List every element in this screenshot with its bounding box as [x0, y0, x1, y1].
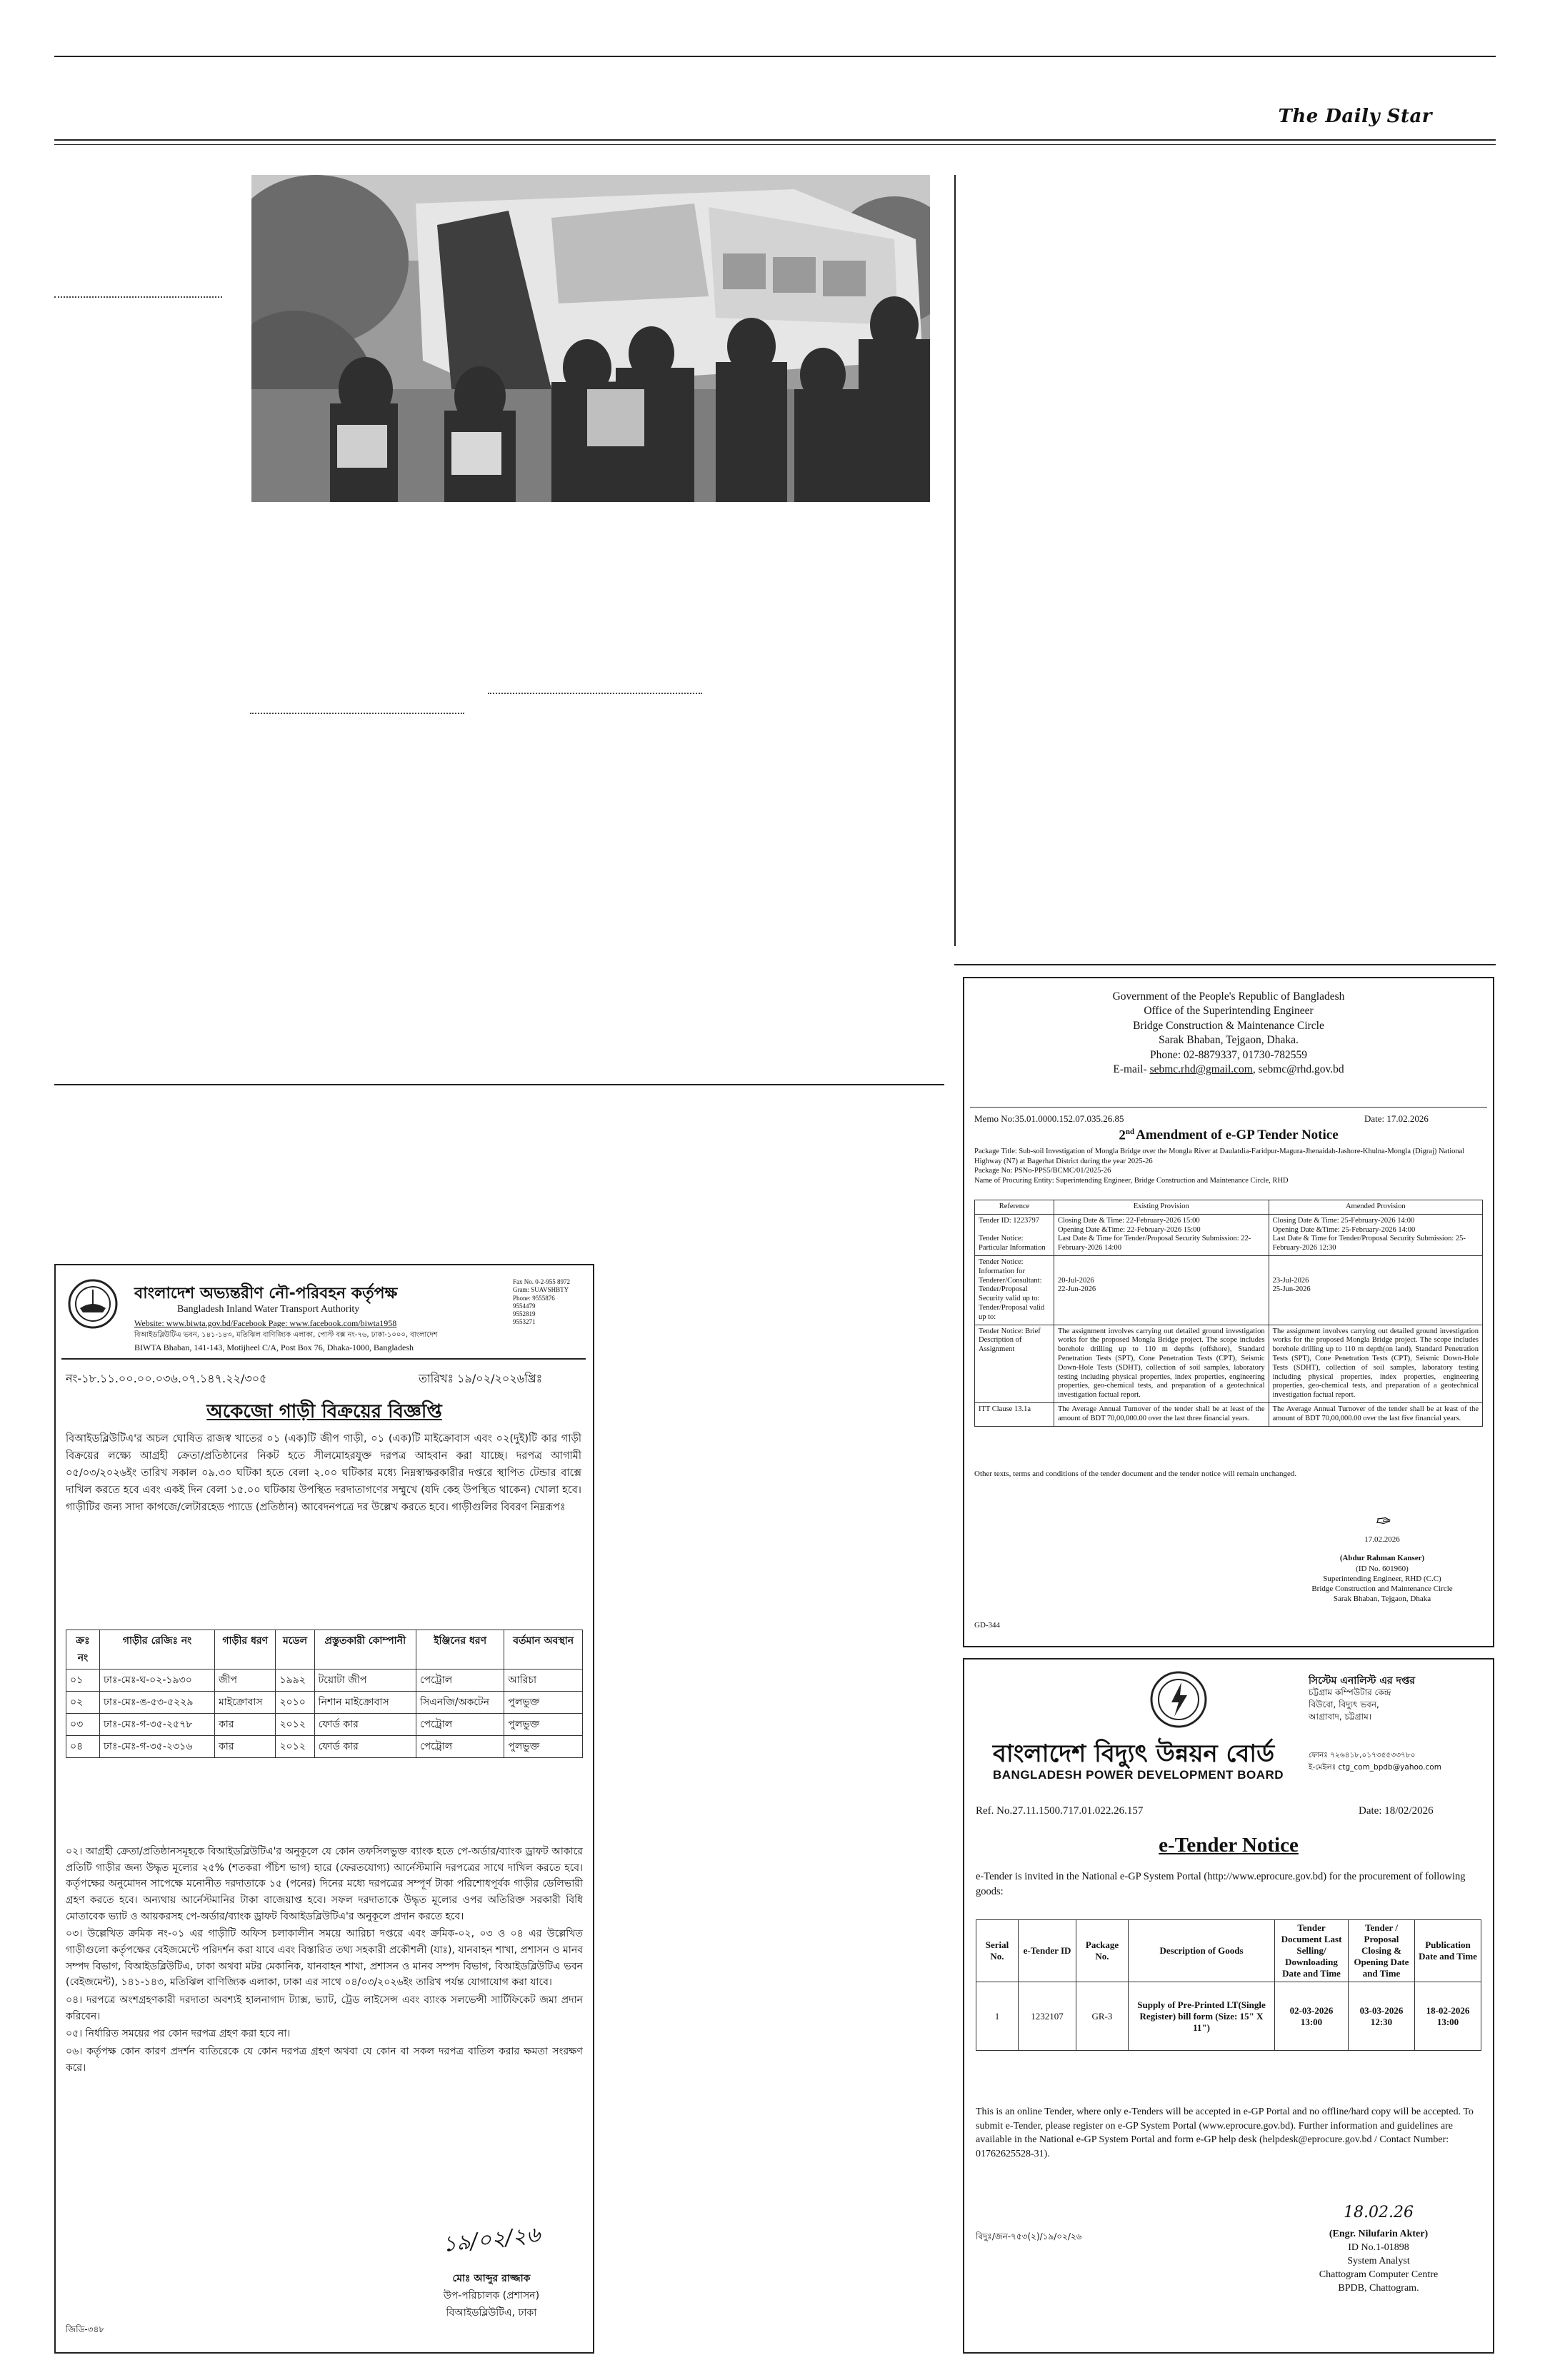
table-cell: 1232107 [1019, 1982, 1076, 2051]
table-cell: মাইক্রোবাস [215, 1692, 276, 1714]
table-cell: The Average Annual Turnover of the tender shall be at least of the amount of BDT 70,00,000.00 over the last three financial years. [1054, 1402, 1269, 1426]
email-link[interactable]: sebmc@rhd.gov.bd [1258, 1063, 1344, 1076]
table-cell: Tender Notice: Information for Tenderer/Consultant: Tender/Proposal Security valid up to: Tender/Proposal valid up to: [975, 1255, 1054, 1325]
bpdb-ref: Ref. No.27.11.1500.717.01.022.26.157 [976, 1805, 1144, 1817]
table-cell: 18-02-2026 13:00 [1415, 1982, 1481, 2051]
table-cell: ১৯৯২ [276, 1669, 314, 1692]
table-header: Serial No. [976, 1920, 1019, 1982]
table-header: প্রস্তুতকারী কোম্পানী [314, 1630, 416, 1669]
table-cell: Closing Date & Time: 22-February-2026 15:00 Opening Date &Time: 22-February-2026 15:00 Last Date & Time for Tender/Proposal Security Submission: 22-February-2026 14:00 [1054, 1214, 1269, 1255]
list-item: ০৬। কর্তৃপক্ষ কোন কারণ প্রদর্শন ব্যতিরেকে যে কোন দরপত্র গ্রহণ অথবা যে কোন বা সকল দরপত্র বাতিল করার ক্ষমতা সংরক্ষণ করে। [66, 2046, 583, 2074]
column-divider [954, 175, 956, 946]
list-item: ০৩। উল্লেখিত ক্রমিক নং-০১ এর গাড়ীটি অফিস চলাকালীন সময়ে আরিচা দপ্তরে এবং ক্রমিক-০২, ০৩ ও ০৪ এর উল্লেখিত গাড়ীগুলো কর্তৃপক্ষের বেইজমেন্টে পরিদর্শন করা যাবে এবং বিস্তারিত তথ্য সহকারী প্রকৌশলী (যাঃ), যানবাহন শাখা, প্রশাসন ও মানব সম্পদ বিভাগ, বিআইডব্লিউটিএ, ঢাকা অথবা মটর মেকানিক, যানবাহন শাখা, প্রশাসন ও মানব সম্পদ বিভাগ, বিআইডব্লিউটিএ ভবন (বেইজমেন্ট), ১৪১-১৪৩, মতিঝিল বাণিজ্যিক এলাকা, ঢাকা এর সাথে ০৪/০৩/২০২৬ইং তারিখ পর্যন্ত যোগাযোগ করা যাবে। [66, 1928, 583, 1989]
table-cell: পেট্রোল [416, 1736, 504, 1758]
office-line: চট্টগ্রাম কম্পিউটার কেন্দ্র [1309, 1687, 1391, 1697]
table-cell: The Average Annual Turnover of the tender shall be at least of the amount of BDT 70,00,000.00 over the last five financial years. [1269, 1402, 1482, 1426]
biwta-date: তারিখঃ ১৯/০২/২০২৬খ্রিঃ [419, 1372, 543, 1385]
table-header-row [66, 1630, 583, 1669]
email-sep: , [1252, 1063, 1259, 1076]
table-header-row [975, 1200, 1483, 1215]
table-header: বর্তমান অবস্থান [504, 1630, 583, 1669]
table-cell: পেট্রোল [416, 1669, 504, 1692]
biwta-website: Website: www.biwta.gov.bd/Facebook Page: www.facebook.com/biwta1958 [134, 1318, 397, 1328]
rhd-footer-note: Other texts, terms and conditions of the tender document and the tender notice will remain unchanged. [974, 1470, 1297, 1478]
biwta-address-en: BIWTA Bhaban, 141-143, Motijheel C/A, Post Box 76, Dhaka-1000, Bangladesh [134, 1342, 414, 1352]
bpdb-office-bn: সিস্টেম এনালিস্ট এর দপ্তর [1309, 1675, 1416, 1687]
table-row [66, 1669, 583, 1692]
table-header: e-Tender ID [1019, 1920, 1076, 1982]
table-cell: পেট্রোল [416, 1714, 504, 1736]
biwta-title-en: Bangladesh Inland Water Transport Authority [177, 1304, 360, 1315]
header-line: Sarak Bhaban, Tejgaon, Dhaka. [1159, 1034, 1299, 1047]
table-row [66, 1714, 583, 1736]
table-cell: 02-03-2026 13:00 [1275, 1982, 1349, 2051]
table-cell: নিশান মাইক্রোবাস [314, 1692, 416, 1714]
table-header-row [976, 1920, 1481, 1982]
ad-code: GD-344 [974, 1621, 1001, 1630]
right-section-rule [954, 964, 1496, 965]
biwta-logo [67, 1278, 119, 1330]
table-cell: ঢাঃ-মেঃ-ঙ-৫৩-৫২২৯ [100, 1692, 215, 1714]
list-item: ০২। আগ্রহী ক্রেতা/প্রতিষ্ঠানসমূহকে বিআইডব্লিউটিএ'র অনুকূলে যে কোন তফসিলভুক্ত ব্যাংক হতে পে-অর্ডার/ব্যাংক ড্রাফট আকারে প্রতিটি গাড়ীর জন্য উদ্ধৃত মূল্যের ২৫% (শতকরা পঁচিশ ভাগ) হারে (ফেরতযোগ্য) আর্নেস্টমানি দরপত্রের সাথে দাখিল করতে হবে। কর্তৃপক্ষের অনুমোদন সাপেক্ষে মনোনীত দরদাতাকে ১৫ (পনের) দিনের মধ্যে দরপত্রের সম্পূর্ণ টাকা পরিশোধপূর্বক গাড়ীর ডেলিভারী গ্রহণ করতে হবে। অন্যথায় আর্নেস্টমানির টাকা বাজেয়াপ্ত হবে। সফল দরদাতাকে উদ্ধৃত মূল্যের ওপর অতিরিক্ত সরকারী বিধি মোতাবেক ভ্যাট ও আয়করসহ পে-অর্ডার/ব্যাংক ড্রাফট বিআইডব্লিউটিএ'র অনুকূলে প্রদান করতে হবে। [66, 1846, 583, 1922]
bpdb-title-bn: বাংলাদেশ বিদ্যুৎ উন্নয়ন বোর্ড [993, 1739, 1275, 1768]
table-cell: কার [215, 1736, 276, 1758]
bpdb-tender-table [976, 1919, 1481, 2051]
sign-date: 17.02.2026 [1364, 1535, 1400, 1544]
table-cell: কার [215, 1714, 276, 1736]
table-cell: ঢাঃ-মেঃ-ঘ-০২-১৯৩০ [100, 1669, 215, 1692]
table-cell: পুলভুক্ত [504, 1692, 583, 1714]
table-row [66, 1736, 583, 1758]
bpdb-signature-block [1271, 2202, 1486, 2295]
table-header: ইঞ্জিনের ধরণ [416, 1630, 504, 1669]
ad-code: বিদুঃ/জন-৭৫৩(২)/১৯/০২/২৬ [976, 2231, 1082, 2241]
rhd-amendment-notice [963, 977, 1494, 1647]
ad-code: জিডি-৩৪৮ [66, 2324, 105, 2334]
rhd-header-rule [970, 1107, 1487, 1108]
bpdb-logo [1149, 1669, 1209, 1729]
table-cell: টয়োটা জীপ [314, 1669, 416, 1692]
rhd-title [964, 1128, 1493, 1143]
signer-addr: BPDB, Chattogram. [1338, 2282, 1419, 2294]
table-header: গাড়ীর ধরণ [215, 1630, 276, 1669]
table-cell: পুলভুক্ত [504, 1714, 583, 1736]
biwta-address-bn: বিআইডব্লিউটিএ ভবন, ১৪১-১৪৩, মতিঝিল বাণিজ্যিক এলাকা, পোস্ট বক্স নং-৭৬, ঢাকা-১০০০, বাংলাদেশ [134, 1331, 438, 1339]
table-row [975, 1214, 1483, 1255]
header-line: Government of the People's Republic of Bangladesh [1112, 990, 1345, 1003]
biwta-contact: Fax No. 0-2-955 8972 Gram: SUAVSHBTY Phone: 9555876 9554479 9552819 9553271 [513, 1278, 570, 1326]
signer-title: System Analyst [1347, 2255, 1410, 2266]
section-rule [54, 1084, 944, 1085]
biwta-vehicle-table [66, 1630, 583, 1758]
table-cell: ০২ [66, 1692, 100, 1714]
header-line: Bridge Construction & Maintenance Circle [1133, 1019, 1324, 1032]
table-cell: ফোর্ড কার [314, 1736, 416, 1758]
table-cell: সিএনজি/অকটেন [416, 1692, 504, 1714]
table-row [975, 1325, 1483, 1402]
rhd-package-info [974, 1147, 1483, 1186]
news-photo-bus-accident [251, 175, 930, 502]
header-line: Office of the Superintending Engineer [1144, 1005, 1314, 1018]
table-cell: ০৩ [66, 1714, 100, 1736]
table-cell: 23-Jul-2026 25-Jun-2026 [1269, 1255, 1482, 1325]
office-line: বিউবো, বিদ্যুৎ ভবন, [1309, 1699, 1379, 1709]
signature: 18.02.26 [1344, 2204, 1414, 2221]
bpdb-etender-notice [963, 1658, 1494, 2354]
table-cell: ঢাঃ-মেঃ-গ-৩৫-২৩১৬ [100, 1736, 215, 1758]
masthead: The Daily Star [1278, 106, 1432, 127]
table-row [66, 1692, 583, 1714]
table-cell: ২০১২ [276, 1714, 314, 1736]
dotted-rule-left [54, 296, 222, 298]
bpdb-intro: e-Tender is invited in the National e-GP System Portal (http://www.eprocure.gov.bd) for the procurement of following goods: [976, 1871, 1466, 1898]
table-cell: 03-03-2026 12:30 [1349, 1982, 1415, 2051]
biwta-points [66, 1844, 583, 2076]
biwta-heading: অকেজো গাড়ী বিক্রয়ের বিজ্ঞপ্তি [206, 1401, 442, 1422]
table-cell: ঢাঃ-মেঃ-গ-৩৫-২৫৭৮ [100, 1714, 215, 1736]
table-header: Tender / Proposal Closing & Opening Date and Time [1349, 1920, 1415, 1982]
rhd-signature-block [1279, 1510, 1486, 1605]
bpdb-title-en: BANGLADESH POWER DEVELOPMENT BOARD [993, 1768, 1284, 1782]
table-cell: The assignment involves carrying out detailed ground investigation works for the proposed Mongla Bridge project. The scope includes borehole drilling up to 110 m depths (offshore), Standard Penetration Tests (SPT), Cone Penetration Tests (CPT), Seismic Down-Hole Tests (SDHT), collection of soil samples, laboratory testing including physical properties, index properties, engineering properties, geo-chemical tests, and preparation of a geotechnical investigation factual report. [1054, 1325, 1269, 1402]
table-cell: ০১ [66, 1669, 100, 1692]
signature-mark: ✑ [1374, 1511, 1390, 1532]
rhd-header [964, 990, 1493, 1078]
table-header: Tender Document Last Selling/ Downloading Date and Time [1275, 1920, 1349, 1982]
package-no: Package No: PSNo-PPS5/BCMC/01/2025-26 [974, 1167, 1111, 1175]
table-cell: Supply of Pre-Printed LT(Single Register) bill form (Size: 15" X 11") [1129, 1982, 1275, 2051]
list-item: ০৫। নির্ধারিত সময়ের পর কোন দরপত্র গ্রহণ করা হবে না। [66, 2028, 291, 2040]
signer-id: ID No.1-01898 [1348, 2241, 1409, 2253]
bpdb-office-lines [1309, 1687, 1391, 1722]
table-header: ক্রঃ নং [66, 1630, 100, 1669]
table-header: Package No. [1076, 1920, 1129, 1982]
signer-addr: Sarak Bhaban, Tejgaon, Dhaka [1333, 1595, 1431, 1604]
table-cell: ITT Clause 13.1a [975, 1402, 1054, 1426]
table-cell: Closing Date & Time: 25-February-2026 14:00 Opening Date &Time: 25-February-2026 14:00 Last Date & Time for Tender/Proposal Security Submission: 25-February-2026 12:30 [1269, 1214, 1482, 1255]
table-cell: জীপ [215, 1669, 276, 1692]
signer-name: (Engr. Nilufarin Akter) [1329, 2229, 1429, 2239]
table-row [975, 1402, 1483, 1426]
header-rule-1 [54, 139, 1496, 141]
rhd-amendment-table [974, 1200, 1483, 1427]
table-header: Description of Goods [1129, 1920, 1275, 1982]
biwta-intro: বিআইডব্লিউটিএ'র অচল ঘোষিত রাজস্ব খাতের ০১ (এক)টি জীপ গাড়ী, ০১ (এক)টি মাইক্রোবাস এবং ০২(দুই)টি কার গাড়ী বিক্রয়ের লক্ষ্যে আগ্রহী ক্রেতা/প্রতিষ্ঠানের নিকট হতে সীলমোহরযুক্ত দরপত্র আহবান করা যাচ্ছে। দরপত্র আগামী ০৫/০৩/২০২৬ইং তারিখ সকাল ০৯.৩০ ঘটিকা হতে বেলা ২.০০ ঘটিকার মধ্যে নিম্নস্বাক্ষরকারীর দপ্তরে স্থাপিত টেন্ডার বাক্সে দাখিল করতে হবে এবং একই দিন বেলা ১৫.০০ ঘটিকায় উপস্থিত দরদাতাগণের সম্মুখে (যদি কেহ উপস্থিত থাকেন) খোলা হবে। গাড়ীটির জন্য সাদা কাগজে/লেটারহেড প্যাডে (প্রতিষ্ঠান) আবেদনপত্রে দর উল্লেখ করতে হবে। গাড়ীগুলির বিবরণ নিম্নরূপঃ [66, 1433, 581, 1513]
table-row [976, 1982, 1481, 2051]
bpdb-contact: ফোনঃ ৭২৬৪১৮,০১৭৩৫৫৩৩৭৮০ ই-মেইলঃ ctg_com_bpdb@yahoo.com [1309, 1751, 1441, 1772]
table-cell: ০৪ [66, 1736, 100, 1758]
procuring-entity: Name of Procuring Entity: Superintending Engineer, Bridge Construction and Maintenance Circle, RHD [974, 1176, 1289, 1185]
table-header: Publication Date and Time [1415, 1920, 1481, 1982]
bpdb-heading: e-Tender Notice [1159, 1834, 1299, 1857]
biwta-signature-block [399, 2222, 584, 2321]
email-label: E-mail- [1113, 1063, 1150, 1076]
signer-org: Bridge Construction and Maintenance Circle [1311, 1585, 1453, 1594]
dotted-rule-mid-2 [250, 713, 464, 714]
biwta-vehicle-sale-notice [54, 1264, 594, 2354]
table-header: গাড়ীর রেজিঃ নং [100, 1630, 215, 1669]
office-line: আগ্রাবাদ, চট্টগ্রাম। [1309, 1711, 1372, 1722]
bpdb-date: Date: 18/02/2026 [1359, 1805, 1434, 1817]
rhd-date: Date: 17.02.2026 [1364, 1113, 1429, 1124]
table-cell: ২০১২ [276, 1736, 314, 1758]
email-link[interactable]: sebmc.rhd@gmail.com [1149, 1063, 1253, 1076]
title-num: 2 [1119, 1128, 1126, 1143]
dotted-rule-mid-1 [488, 693, 702, 694]
table-cell: 20-Jul-2026 22-Jun-2026 [1054, 1255, 1269, 1325]
table-header: Amended Provision [1269, 1200, 1482, 1215]
table-cell: 1 [976, 1982, 1019, 2051]
table-header: Existing Provision [1054, 1200, 1269, 1215]
signature: ১৯/০২/২৬ [441, 2221, 541, 2258]
title-text: Amendment of e-GP Tender Notice [1136, 1128, 1339, 1143]
signer-org: বিআইডব্লিউটিএ, ঢাকা [446, 2307, 537, 2319]
top-rule [54, 56, 1496, 57]
title-sup: nd [1125, 1128, 1135, 1136]
table-cell: আরিচা [504, 1669, 583, 1692]
table-cell: পুলভুক্ত [504, 1736, 583, 1758]
signer-name: (Abdur Rahman Kanser) [1339, 1554, 1425, 1563]
signer-name: মোঃ আব্দুর রাজ্জাক [452, 2273, 531, 2284]
header-rule-2 [54, 144, 1496, 145]
table-cell: The assignment involves carrying out detailed ground investigation works for the proposed Mongla Bridge project. The scope includes borehole drilling up to 110 m depth(on land), Standard Penetration Tests (SPT), Cone Penetration Tests (CPT), Seismic Down-Hole Tests (SDHT), collection of soil samples, laboratory testing including physical properties, index properties, engineering properties, geo-chemical tests, and preparation of a geotechnical investigation factual report. [1269, 1325, 1482, 1402]
email-line [964, 1063, 1493, 1077]
table-cell: ২০১০ [276, 1692, 314, 1714]
biwta-header-rule [61, 1358, 586, 1360]
table-cell: Tender ID: 1223797 Tender Notice: Particular Information [975, 1214, 1054, 1255]
biwta-title-bn: বাংলাদেশ অভ্যন্তরীণ নৌ-পরিবহন কর্তৃপক্ষ [134, 1285, 398, 1302]
signer-title: Superintending Engineer, RHD (C.C) [1323, 1574, 1441, 1583]
table-row [975, 1255, 1483, 1325]
signer-org: Chattogram Computer Centre [1319, 2269, 1439, 2280]
signer-id: (ID No. 601960) [1356, 1564, 1409, 1573]
bpdb-footer: This is an online Tender, where only e-Tenders will be accepted in e-GP Portal and no offline/hard copy will be accepted. To submit e-Tender, please register on e-GP System Portal (www.eprocure.gov.bd). Further information and guidelines are available in the National e-GP System Portal and form e-GP help desk (helpdesk@eprocure.gov.bd / Contact Number: 01762625528-31). [976, 2107, 1474, 2159]
table-header: Reference [975, 1200, 1054, 1215]
table-header: মডেল [276, 1630, 314, 1669]
header-line: Phone: 02-8879337, 01730-782559 [1149, 1048, 1307, 1061]
list-item: ০৪। দরপত্রে অংশগ্রহণকারী দরদাতা অবশ্যই হালনাগাদ ট্যাক্স, ভ্যাট, ট্রেড লাইসেন্স এবং ব্যাংক সলভেন্সী সার্টিফিকেট জমা প্রদান করিবেন। [66, 1994, 583, 2022]
rhd-memo: Memo No:35.01.0000.152.07.035.26.85 [974, 1113, 1124, 1124]
table-cell: ফোর্ড কার [314, 1714, 416, 1736]
table-cell: Tender Notice: Brief Description of Assignment [975, 1325, 1054, 1402]
signer-title: উপ-পরিচালক (প্রশাসন) [443, 2290, 540, 2301]
package-title: Package Title: Sub-soil Investigation of Mongla Bridge over the Mongla River at Daulatdia-Faridpur-Magura-Jhenaidah-Jashore-Khulna-Mongla (Digraj) National Highway (N7) at Bagerhat District during the year 2025-26 [974, 1148, 1465, 1165]
biwta-memo: নং-১৮.১১.০০.০০.০৩৬.০৭.১৪৭.২২/৩০৫ [66, 1372, 267, 1385]
table-cell: GR-3 [1076, 1982, 1129, 2051]
